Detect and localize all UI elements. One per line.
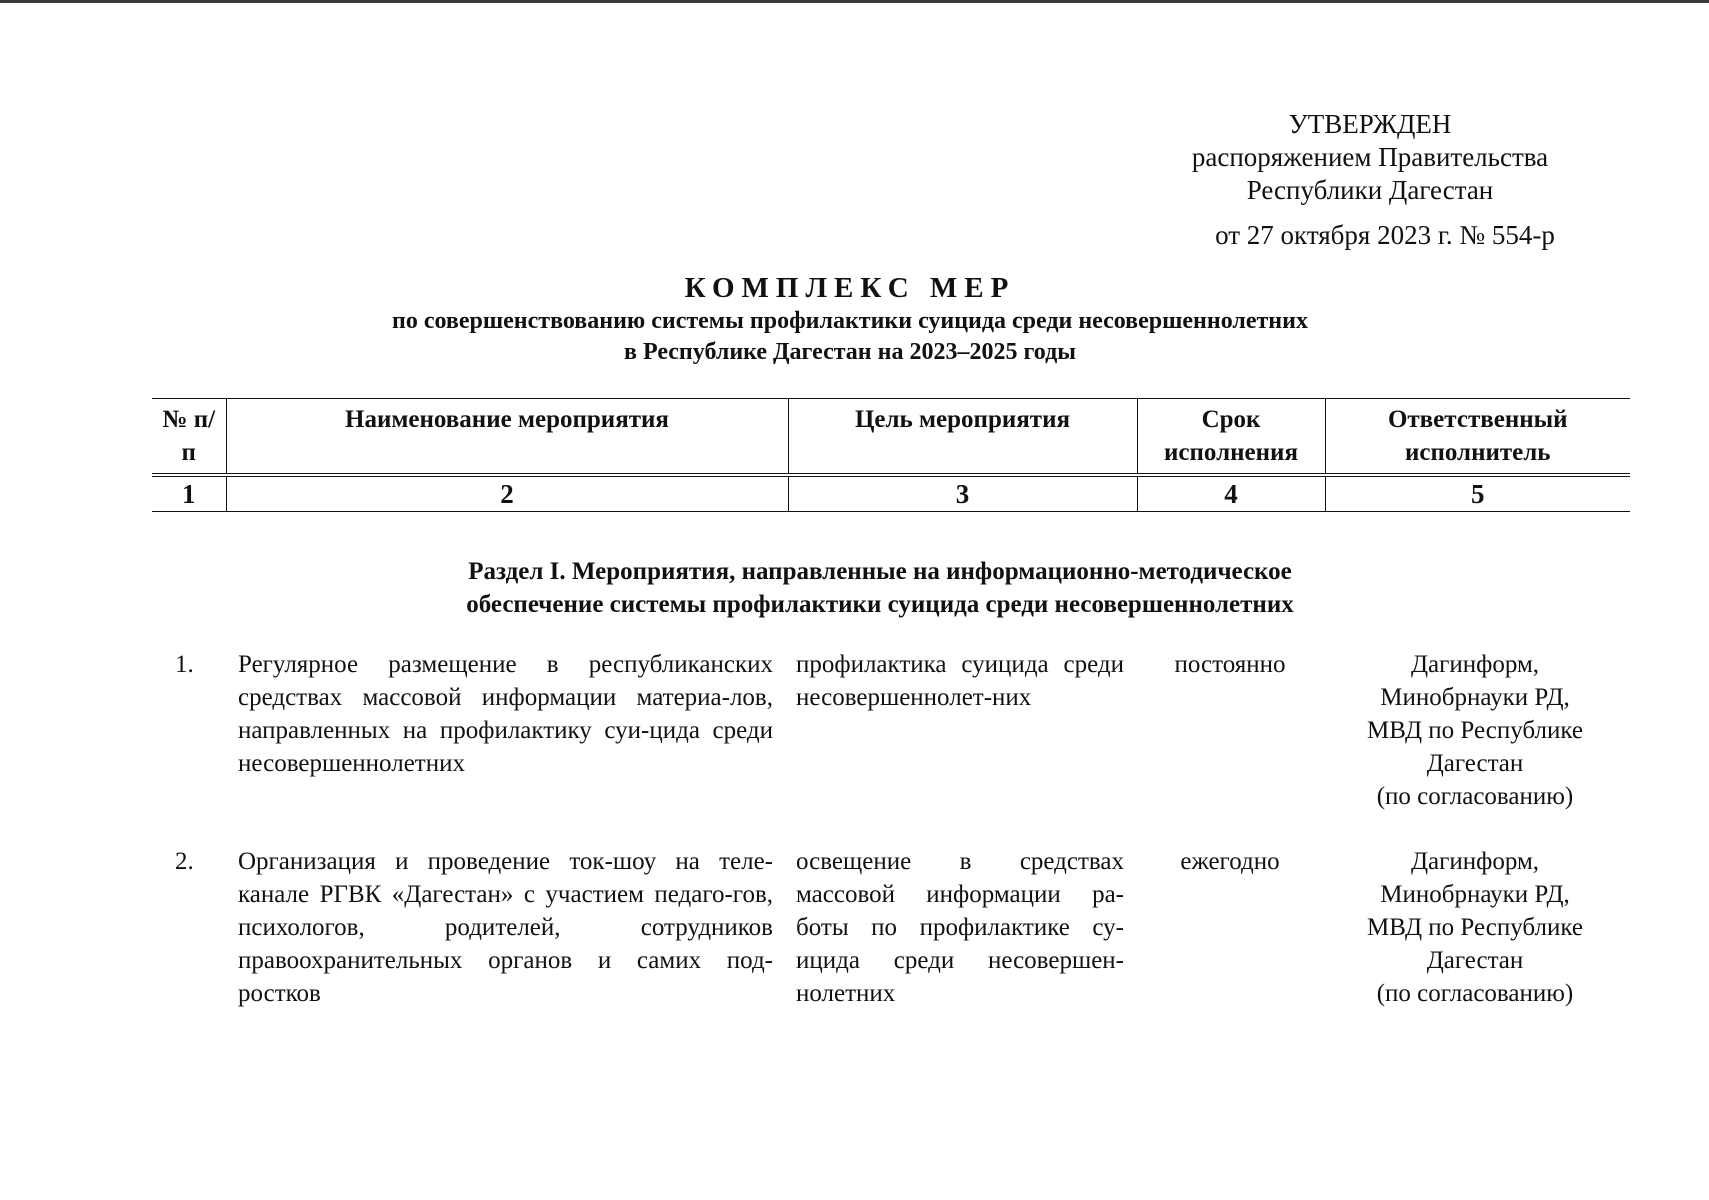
- title-main: КОМПЛЕКС МЕР: [684, 272, 1016, 304]
- responsible-line: Дагестан: [1426, 750, 1524, 777]
- responsible-line: Минобрнауки РД,: [1380, 881, 1570, 908]
- row-event-name: Регулярное размещение в республиканских средствах массовой информации материа-лов, направленных на профилактику суи-цида среди несовершеннолетних: [238, 651, 773, 777]
- column-number-3: 3: [788, 475, 1137, 512]
- header-cell-term: Срок исполнения: [1137, 399, 1325, 476]
- title-subtitle-1: по совершенствованию системы профилактики суицида среди несовершеннолетних: [392, 308, 1308, 334]
- approval-heading: УТВЕРЖДЕН: [1288, 109, 1452, 139]
- row-event-name: Организация и проведение ток-шоу на теле-канале РГВК «Дагестан» с участием педаго-гов, психологов, родителей, сотрудников правоохранительных органов и самих под-ростков: [238, 848, 773, 1007]
- header-cell-goal: Цель мероприятия: [788, 399, 1137, 476]
- row-term: ежегодно: [1180, 848, 1280, 875]
- row-responsible: [1330, 845, 1620, 1010]
- section-title: [180, 555, 1580, 621]
- scan-top-edge: [0, 0, 1709, 3]
- column-number-2: 2: [226, 475, 788, 512]
- column-number-1: 1: [152, 475, 226, 512]
- approval-date: от 27 октября 2023 г. № 554-р: [1215, 220, 1555, 250]
- responsible-line: Минобрнауки РД,: [1380, 684, 1570, 711]
- approval-region: Республики Дагестан: [1246, 175, 1494, 205]
- column-number-5: 5: [1325, 475, 1630, 512]
- responsible-line: (по согласованию): [1376, 980, 1574, 1007]
- row-goal: профилактика суицида среди несовершеннолет-них: [796, 651, 1124, 711]
- row-number: 2.: [175, 848, 194, 875]
- responsible-line: (по согласованию): [1376, 783, 1574, 810]
- column-number-row: [152, 475, 1630, 512]
- approval-authority: распоряжением Правительства: [1191, 142, 1549, 172]
- row-goal: освещение в средствах массовой информации ра-боты по профилактике су-ицида среди несовершен-нолетних: [796, 848, 1124, 1007]
- responsible-line: Дагинформ,: [1410, 848, 1540, 875]
- header-cell-number: № п/п: [152, 399, 226, 476]
- section-title-line-2: обеспечение системы профилактики суицида среди несовершеннолетних: [466, 591, 1294, 618]
- responsible-line: МВД по Республике: [1367, 717, 1583, 744]
- approval-stamp-block: [1160, 108, 1580, 252]
- header-row: [152, 399, 1630, 476]
- document-title: [180, 270, 1520, 368]
- header-cell-name: Наименование мероприятия: [226, 399, 788, 476]
- column-number-4: 4: [1137, 475, 1325, 512]
- section-title-line-1: Раздел I. Мероприятия, направленные на информационно-методическое: [468, 558, 1292, 585]
- row-term: постоянно: [1174, 651, 1286, 678]
- row-number: 1.: [175, 651, 194, 678]
- responsible-line: Дагинформ,: [1410, 651, 1540, 678]
- header-cell-responsible: Ответственный исполнитель: [1325, 399, 1630, 476]
- title-subtitle-2: в Республике Дагестан на 2023–2025 годы: [624, 339, 1076, 365]
- responsible-line: Дагестан: [1426, 947, 1524, 974]
- responsible-line: МВД по Республике: [1367, 914, 1583, 941]
- row-responsible: [1330, 648, 1620, 813]
- table-header: [152, 398, 1630, 512]
